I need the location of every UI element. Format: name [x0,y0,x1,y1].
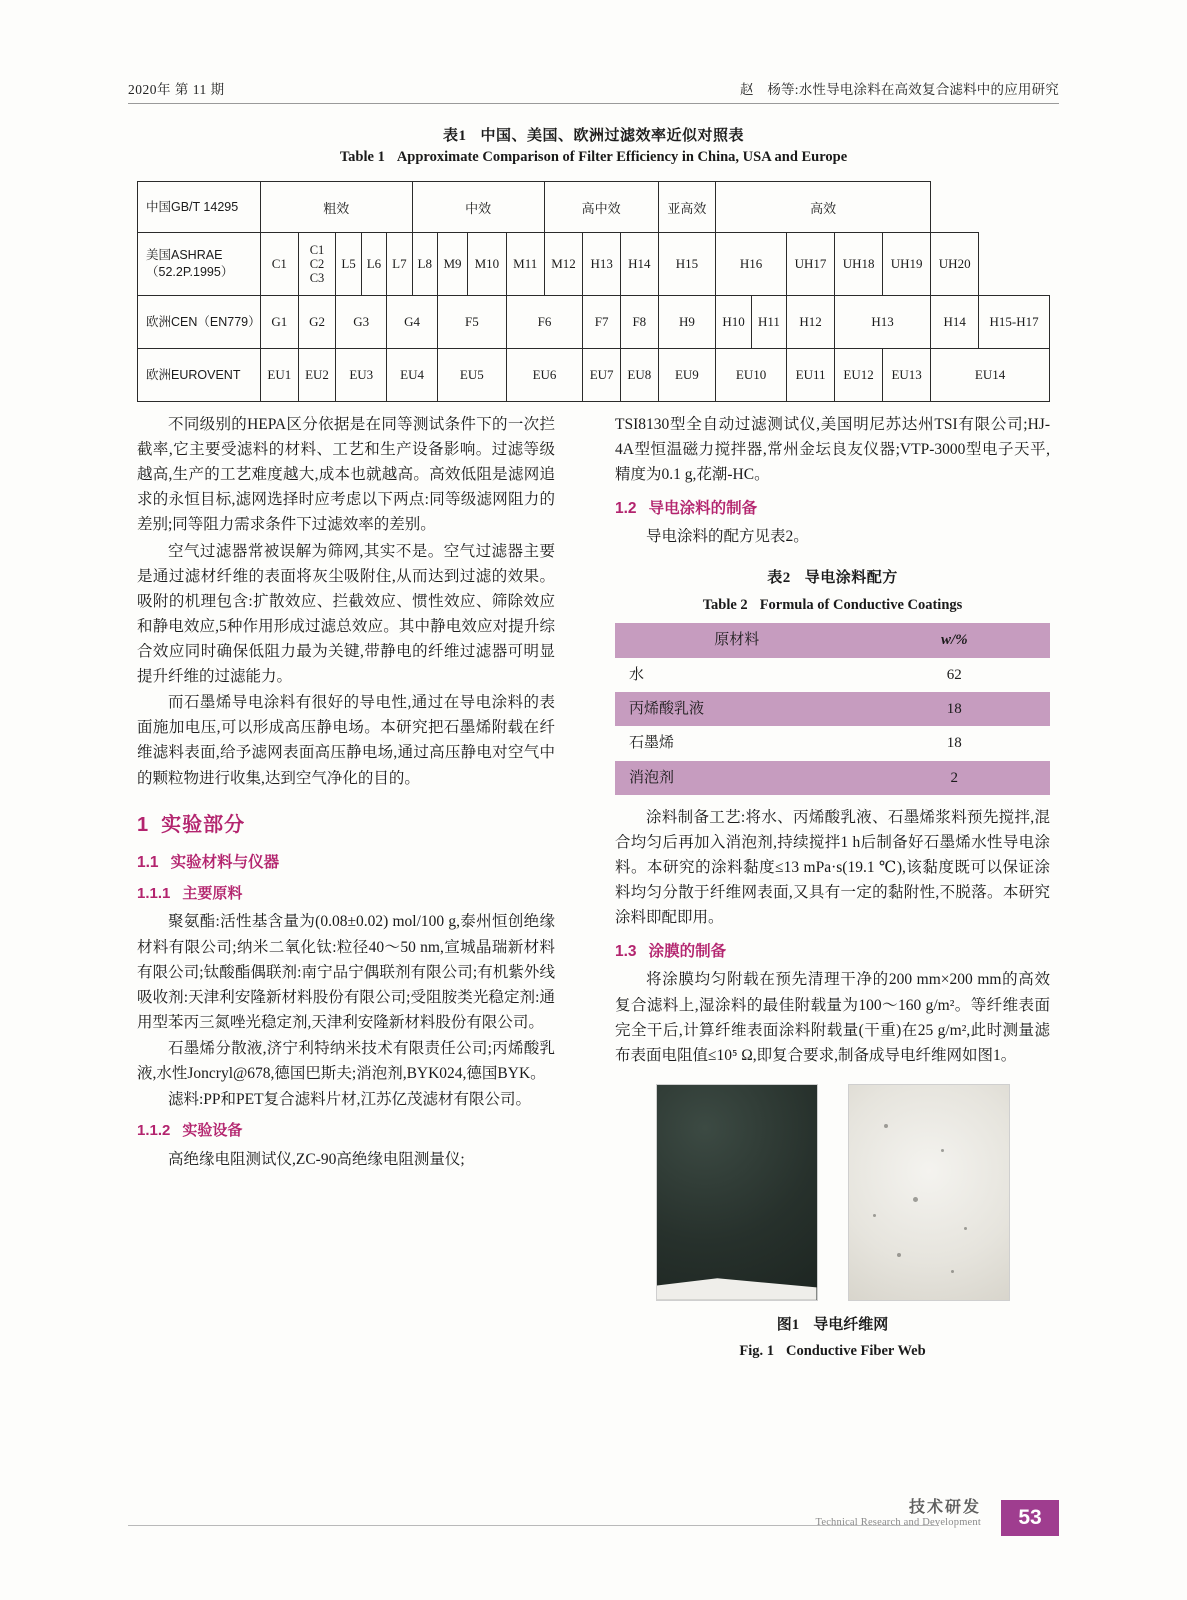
table1-cell: M10 [468,233,507,296]
subsubsection-number: 1.1.2 [137,1122,171,1140]
table2-cell-material: 水 [629,666,645,683]
table1-cell: H14 [620,233,658,296]
figure-caption-cn-label: 图1 [776,1316,800,1333]
table1-cell: EU4 [387,349,438,402]
table2-header-row [615,623,1050,657]
subsection-title: 涂膜的制备 [648,943,727,961]
table1-cell: 高中效 [544,182,658,233]
table1-cell: L7 [387,233,412,296]
paragraph: 聚氨酯:活性基含量为(0.08±0.02) mol/100 g,泰州恒创绝缘材料有限公司;纳米二氧化钛:粒径40～50 nm,宣城晶瑞新材料有限公司;钛酸酯偶联剂:南宁品宁偶联剂有限公司;有机紫外线吸收剂:天津利安隆新材料股份有限公司;受阻胺类光稳定剂:通用型苯丙三氮唑光稳定剂,天津利安隆新材料股份有限公司。 [137,913,555,1031]
table1 [137,181,1050,402]
table1-cell: EU8 [620,349,658,402]
table1-cell: EU7 [583,349,621,402]
table-row [138,296,1050,349]
table2-caption-cn [615,566,1050,590]
table1-cell: G4 [387,296,438,349]
table1-cell: EU14 [931,349,1050,402]
table2-caption-en [615,594,1050,617]
table1-cell: H16 [716,233,787,296]
table1-cell: H12 [787,296,835,349]
table1-cell: H9 [658,296,715,349]
running-head-left: 2020年 第 11 期 [128,82,225,97]
table-row [138,233,1050,296]
page-number-badge: 53 [1001,1500,1059,1536]
table1-caption-en [128,149,1059,166]
table1-cell: M9 [437,233,467,296]
section-heading-1 [137,809,555,841]
table1-cell: UH19 [883,233,931,296]
section-number: 1 [137,813,150,836]
paragraph: 不同级别的HEPA区分依据是在同等测试条件下的一次拦截率,它主要受滤料的材料、工艺和生产设备影响。过滤等级越高,生产的工艺难度越大,成本也就越高。高效低阻是滤网追求的永恒目标,滤网选择时应考虑以下两点:同等级滤网阻力的差别;同等阻力需求条件下过滤效率的差别。 [137,416,555,534]
table1-cell: EU2 [298,349,336,402]
paragraph: 而石墨烯导电涂料有很好的导电性,通过在导电涂料的表面施加电压,可以形成高压静电场。本研究把石墨烯附载在纤维滤料表面,给予滤网表面高压静电场,通过高压静电对空气中的颗粒物进行收集,达到空气净化的目的。 [137,694,555,787]
table2-caption-cn-text: 导电涂料配方 [804,569,898,586]
paragraph: 滤料:PP和PET复合滤料片材,江苏亿茂滤材有限公司。 [168,1091,531,1109]
figure-photo-uncoated [848,1084,1010,1301]
table1-cell: UH18 [835,233,883,296]
table1-cell: H15-H17 [979,296,1050,349]
table2-cell-material: 丙烯酸乳液 [629,700,705,717]
figure-photo-coated [656,1084,818,1301]
running-head [128,78,1059,98]
table-row [615,692,1050,726]
table1-cell: G2 [298,296,336,349]
table1-cell: L8 [412,233,437,296]
table-row [138,349,1050,402]
table2-cell-value: 18 [946,700,962,717]
subsection-number: 1.1 [137,854,159,872]
table1-cell: 高效 [716,182,931,233]
section-heading-1-1-2 [137,1119,555,1143]
figure-caption-en-label: Fig. 1 [739,1343,774,1360]
table-row [138,182,1050,233]
table2-caption-en-text: Formula of Conductive Coatings [759,596,963,613]
table1-cell: EU11 [787,349,835,402]
subsection-title: 实验材料与仪器 [170,854,280,872]
table1-cell: H13 [835,296,931,349]
paragraph: TSI8130型全自动过滤测试仪,美国明尼苏达州TSI有限公司;HJ-4A型恒温磁力搅拌器,常州金坛良友仪器;VTP-3000型电子天平,精度为0.1 g,花潮-HC。 [615,416,1050,484]
table2-cell-value: 62 [946,666,962,683]
table1-cell: M12 [544,233,583,296]
section-heading-1-1-1 [137,882,555,906]
table1-cell: EU1 [261,349,299,402]
table1-cell: C1 [261,233,299,296]
table2-caption [615,566,1050,618]
table1-cell: F5 [437,296,506,349]
table1-cell: F8 [620,296,658,349]
figure-1-caption [615,1313,1050,1364]
left-column [137,412,555,1173]
subsubsection-title: 主要原料 [182,885,243,903]
table1-rowhead-eurovent: 欧洲EUROVENT [138,349,261,402]
table1-cell: G3 [336,296,387,349]
table1-cell: EU9 [658,349,715,402]
subsection-number: 1.2 [615,500,637,518]
table1-cell: H14 [931,296,979,349]
page-footer [128,1488,1059,1534]
table1-rowhead-ashrae [138,233,261,296]
table1-cell: H15 [658,233,715,296]
table1-caption [128,124,1059,166]
table1-cell: 亚高效 [658,182,715,233]
table2-header-material: 原材料 [714,632,760,649]
table2-caption-cn-label: 表2 [767,569,791,586]
table2-caption-en-label: Table 2 [702,596,748,613]
table1-cell: H13 [583,233,621,296]
table1-caption-en-label: Table 1 [339,149,385,165]
footer-section-en: Technical Research and Development [815,1517,981,1529]
figure-caption-cn [615,1313,1050,1337]
table2 [615,623,1050,794]
section-heading-1-2 [615,496,1050,521]
footer-journal-section [815,1498,981,1530]
paragraph: 将涂膜均匀附载在预先清理干净的200 mm×200 mm的高效复合滤料上,湿涂料的最佳附载量为100～160 g/m²。等纤维表面完全干后,计算纤维表面涂料附载量(干重)在25 g/m²,此时测量滤布表面电阻值≤10⁵ Ω,即复合要求,制备成导电纤维网如图1。 [615,971,1050,1064]
table1-cell: EU6 [506,349,583,402]
table1-cell: EU3 [336,349,387,402]
figure-1-images [615,1084,1050,1301]
subsection-number: 1.3 [615,943,637,961]
section-title: 实验部分 [161,813,246,836]
table1-cell: H11 [751,296,786,349]
paragraph: 石墨烯分散液,济宁利特纳米技术有限责任公司;丙烯酸乳液,水性Joncryl@678,德国巴斯夫;消泡剂,BYK024,德国BYK。 [137,1039,555,1083]
table1-cell: UH20 [931,233,979,296]
table1-rowhead-gbt: 中国GB/T 14295 [138,182,261,233]
table1-cell: EU13 [883,349,931,402]
figure-caption-en-text: Conductive Fiber Web [786,1343,926,1360]
table2-cell-value: 18 [946,735,962,752]
table1-caption-cn-label: 表1 [442,128,467,144]
table1-cell: 粗效 [261,182,413,233]
table1-cell: EU12 [835,349,883,402]
table1-cell: EU5 [437,349,506,402]
table1-cell: H10 [716,296,752,349]
table1-cell: L6 [361,233,386,296]
table1-cell: UH17 [787,233,835,296]
table1-caption-en-text: Approximate Comparison of Filter Efficiency in China, USA and Europe [396,149,848,165]
table1-cell: C1 C2 C3 [298,233,336,296]
table-row [615,658,1050,692]
table2-cell-value: 2 [950,769,959,786]
table1-cell: G1 [261,296,299,349]
figure-caption-en [615,1340,1050,1363]
table-row [615,761,1050,795]
table2-header-weight: w/% [940,632,968,649]
subsubsection-title: 实验设备 [182,1122,243,1140]
footer-section-cn: 技术研发 [908,1499,981,1517]
subsubsection-number: 1.1.1 [137,885,171,903]
table2-cell-material: 消泡剂 [629,769,675,786]
paragraph: 涂料制备工艺:将水、丙烯酸乳液、石墨烯浆料预先搅拌,混合均匀后再加入消泡剂,持续搅拌1 h后制备好石墨烯水性导电涂料。本研究的涂料黏度≤13 mPa·s(19.1 ℃),该黏度既可以保证涂料均匀分散于纤维网表面,又具有一定的黏附性,不脱落。本研究涂料即配即用。 [615,808,1050,927]
table1-cell: EU10 [716,349,787,402]
running-head-right: 赵 杨等:水性导电涂料在高效复合滤料中的应用研究 [739,82,1059,97]
right-column [615,412,1050,1364]
section-heading-1-1 [137,850,555,875]
table1-rowhead-cen: 欧洲CEN（EN779） [138,296,261,349]
table1-cell: 中效 [412,182,544,233]
section-heading-1-3 [615,939,1050,964]
table2-cell-material: 石墨烯 [629,735,675,752]
header-divider [128,103,1059,104]
subsection-title: 导电涂料的制备 [648,500,758,518]
paragraph: 空气过滤器常被误解为筛网,其实不是。空气过滤器主要是通过滤材纤维的表面将灰尘吸附住,从而达到过滤的效果。吸附的机理包含:扩散效应、拦截效应、惯性效应、筛除效应和静电效应,5种作用形成过滤总效应。其中静电效应对提升综合效应同时确保低阻力最为关键,带静电的纤维过滤器可明显提升纤维的过滤能力。 [137,542,555,686]
table1-cell: L5 [336,233,361,296]
table1-caption-cn-text: 中国、美国、欧洲过滤效率近似对照表 [480,128,745,144]
paragraph: 高绝缘电阻测试仪,ZC-90高绝缘电阻测量仪; [168,1150,465,1168]
table1-caption-cn [128,124,1059,145]
table-row [615,726,1050,760]
paragraph: 导电涂料的配方见表2。 [646,528,809,546]
table1-rowhead-ashrae-text: 美国ASHRAE（52.2P.1995） [146,248,234,279]
table1-cell: M11 [506,233,544,296]
table1-cell: F6 [506,296,583,349]
table1-cell: F7 [583,296,621,349]
figure-caption-cn-text: 导电纤维网 [813,1316,889,1333]
